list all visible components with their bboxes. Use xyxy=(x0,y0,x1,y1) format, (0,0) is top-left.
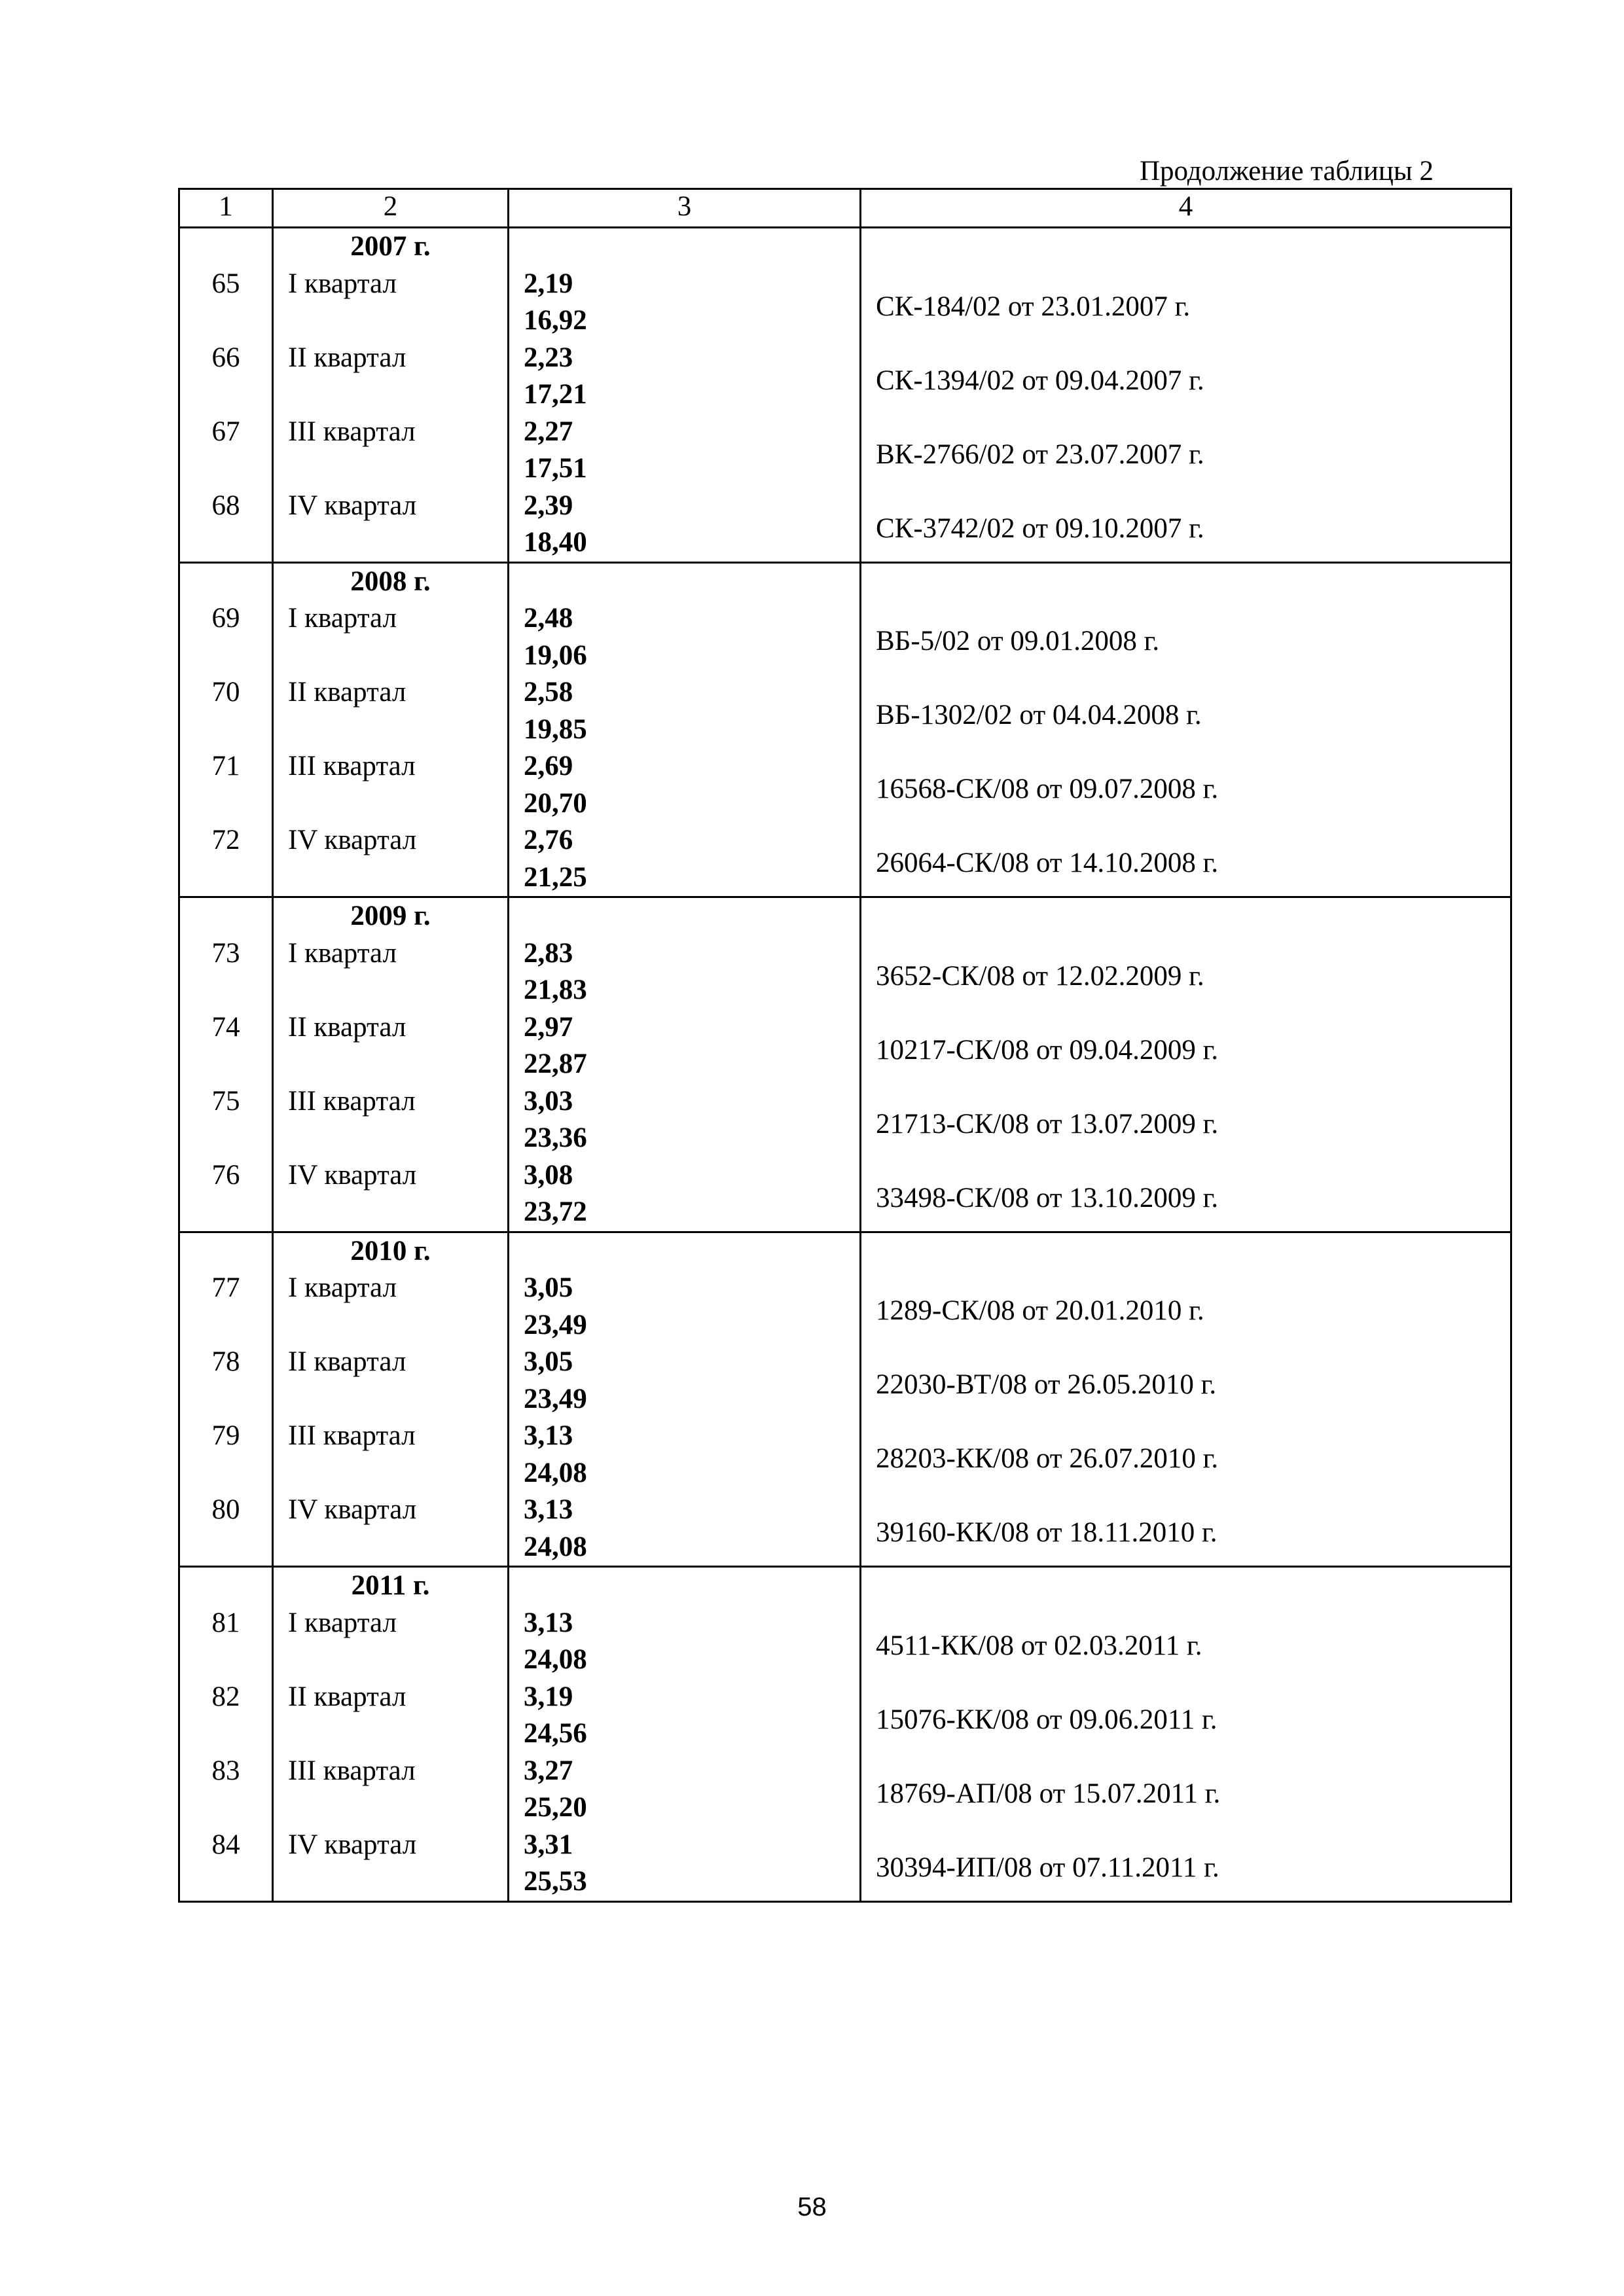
spacer xyxy=(274,1529,507,1566)
spacer xyxy=(274,376,507,414)
spacer xyxy=(274,1863,507,1901)
spacer xyxy=(274,1789,507,1827)
row-number: 68 xyxy=(211,490,240,521)
year-label: 2008 г. xyxy=(350,565,431,597)
value-2: 24,08 xyxy=(524,1457,587,1488)
row-number-cell xyxy=(179,562,273,897)
year-label: 2011 г. xyxy=(351,1570,430,1601)
row-number: 81 xyxy=(211,1607,240,1638)
spacer xyxy=(274,1641,507,1679)
quarter-label: III квартал xyxy=(288,416,416,447)
spacer xyxy=(274,1307,507,1344)
spacer xyxy=(861,1568,1510,1605)
document-ref: ВК-2766/02 от 23.07.2007 г. xyxy=(876,439,1204,470)
quarter-label: IV квартал xyxy=(288,1494,417,1525)
quarter-label: I квартал xyxy=(288,1272,397,1303)
quarter-label: II квартал xyxy=(288,1011,406,1043)
quarter-label: IV квартал xyxy=(288,1829,417,1860)
values-cell xyxy=(509,228,861,563)
row-number: 84 xyxy=(211,1829,240,1860)
value-1: 3,19 xyxy=(524,1681,573,1712)
quarter-label: IV квартал xyxy=(288,825,417,855)
value-2: 19,85 xyxy=(524,713,587,745)
quarter-label: IV квартал xyxy=(288,1159,417,1191)
value-2: 17,21 xyxy=(524,379,587,410)
row-number-cell xyxy=(179,228,273,563)
spacer xyxy=(274,1046,507,1083)
row-number: 73 xyxy=(211,937,240,969)
value-1: 3,05 xyxy=(524,1272,573,1303)
row-number: 74 xyxy=(211,1011,240,1043)
value-1: 3,05 xyxy=(524,1346,573,1377)
header-cell-1: 1 xyxy=(179,189,273,228)
value-2: 17,51 xyxy=(524,453,587,484)
value-1: 2,76 xyxy=(524,825,573,855)
value-2: 22,87 xyxy=(524,1049,587,1079)
quarter-label: I квартал xyxy=(288,603,397,634)
quarter-label: I квартал xyxy=(288,268,397,299)
value-2: 23,36 xyxy=(524,1122,587,1153)
spacer xyxy=(180,972,272,1009)
spacer xyxy=(274,1715,507,1753)
quarter-label: I квартал xyxy=(288,937,397,969)
spacer xyxy=(180,1641,272,1679)
quarter-label: I квартал xyxy=(288,1607,397,1638)
value-2: 21,83 xyxy=(524,975,587,1005)
spacer xyxy=(509,898,859,935)
value-1: 3,31 xyxy=(524,1829,573,1860)
spacer xyxy=(180,1715,272,1753)
spacer xyxy=(274,1194,507,1231)
document-ref: 28203-КК/08 от 26.07.2010 г. xyxy=(876,1443,1219,1474)
document-ref: 22030-ВТ/08 от 26.05.2010 г. xyxy=(876,1369,1217,1400)
values-cell xyxy=(509,897,861,1232)
spacer xyxy=(180,1233,272,1270)
document-ref: 26064-СК/08 от 14.10.2008 г. xyxy=(876,848,1219,878)
value-1: 2,48 xyxy=(524,603,573,634)
spacer xyxy=(180,1568,272,1605)
document-ref: 21713-СК/08 от 13.07.2009 г. xyxy=(876,1108,1219,1139)
value-2: 18,40 xyxy=(524,527,587,558)
spacer xyxy=(180,450,272,488)
document-cell xyxy=(861,897,1511,1232)
document-ref: СК-3742/02 от 09.10.2007 г. xyxy=(876,512,1204,544)
value-1: 3,08 xyxy=(524,1159,573,1191)
value-1: 2,19 xyxy=(524,268,573,299)
year-label: 2007 г. xyxy=(350,231,431,262)
quarter-label: III квартал xyxy=(288,751,416,781)
spacer xyxy=(180,1307,272,1344)
spacer xyxy=(274,302,507,340)
document-ref: 10217-СК/08 от 09.04.2009 г. xyxy=(876,1034,1219,1066)
spacer xyxy=(180,1046,272,1083)
spacer xyxy=(180,524,272,562)
spacer xyxy=(180,785,272,823)
value-1: 2,58 xyxy=(524,677,573,708)
value-2: 20,70 xyxy=(524,787,587,819)
spacer xyxy=(180,302,272,340)
value-2: 16,92 xyxy=(524,305,587,336)
value-1: 2,83 xyxy=(524,937,573,969)
spacer xyxy=(274,711,507,749)
document-cell xyxy=(861,1232,1511,1567)
spacer xyxy=(274,859,507,897)
row-number-cell xyxy=(179,897,273,1232)
value-1: 2,23 xyxy=(524,342,573,373)
value-2: 23,49 xyxy=(524,1383,587,1414)
spacer xyxy=(180,1863,272,1901)
spacer xyxy=(180,564,272,601)
table-body xyxy=(179,228,1511,1902)
table-caption: Продолжение таблицы 2 xyxy=(1139,156,1434,187)
row-number: 69 xyxy=(211,603,240,634)
spacer xyxy=(180,859,272,897)
data-table-container xyxy=(178,188,1510,1903)
value-1: 3,13 xyxy=(524,1420,573,1451)
year-group-row xyxy=(179,228,1511,563)
values-cell xyxy=(509,1232,861,1567)
values-cell xyxy=(509,1567,861,1902)
year-group-row xyxy=(179,897,1511,1232)
quarter-label: II квартал xyxy=(288,677,406,708)
spacer xyxy=(274,785,507,823)
spacer xyxy=(274,450,507,488)
spacer xyxy=(180,376,272,414)
year-label: 2010 г. xyxy=(350,1235,431,1266)
header-cell-3: 3 xyxy=(509,189,861,228)
value-1: 3,13 xyxy=(524,1607,573,1638)
row-number: 80 xyxy=(211,1494,240,1525)
value-1: 3,03 xyxy=(524,1085,573,1117)
spacer xyxy=(180,1120,272,1157)
spacer xyxy=(180,1194,272,1231)
year-label: 2009 г. xyxy=(350,901,431,931)
spacer xyxy=(180,711,272,749)
document-ref: ВБ-1302/02 от 04.04.2008 г. xyxy=(876,700,1202,730)
document-ref: 33498-СК/08 от 13.10.2009 г. xyxy=(876,1182,1219,1213)
row-number: 75 xyxy=(211,1085,240,1117)
spacer xyxy=(274,972,507,1009)
document-ref: 1289-СК/08 от 20.01.2010 г. xyxy=(876,1295,1204,1326)
spacer xyxy=(274,1120,507,1157)
year-group-row xyxy=(179,562,1511,897)
value-1: 2,69 xyxy=(524,751,573,781)
year-group-row xyxy=(179,1567,1511,1902)
period-cell xyxy=(273,1232,509,1567)
header-cell-2: 2 xyxy=(273,189,509,228)
header-cell-4: 4 xyxy=(861,189,1511,228)
value-2: 23,72 xyxy=(524,1196,587,1227)
page-number: 58 xyxy=(797,2193,827,2221)
row-number: 79 xyxy=(211,1420,240,1451)
row-number: 72 xyxy=(211,825,240,855)
quarter-label: II квартал xyxy=(288,1681,406,1712)
value-1: 3,27 xyxy=(524,1755,573,1786)
data-table xyxy=(178,188,1512,1903)
spacer xyxy=(180,637,272,675)
document-ref: 30394-ИП/08 от 07.11.2011 г. xyxy=(876,1852,1219,1883)
quarter-label: III квартал xyxy=(288,1420,416,1451)
value-1: 2,39 xyxy=(524,490,573,521)
row-number: 65 xyxy=(211,268,240,299)
spacer xyxy=(180,1381,272,1418)
spacer xyxy=(861,1233,1510,1270)
spacer xyxy=(509,564,859,601)
document-cell xyxy=(861,1567,1511,1902)
spacer xyxy=(274,1381,507,1418)
spacer xyxy=(861,228,1510,266)
value-2: 25,53 xyxy=(524,1866,587,1897)
quarter-label: III квартал xyxy=(288,1755,416,1786)
document-ref: 18769-АП/08 от 15.07.2011 г. xyxy=(876,1778,1221,1809)
document-ref: СК-184/02 от 23.01.2007 г. xyxy=(876,291,1191,322)
spacer xyxy=(180,1789,272,1827)
values-cell xyxy=(509,562,861,897)
spacer xyxy=(274,524,507,562)
row-number: 82 xyxy=(211,1681,240,1712)
document-ref: ВБ-5/02 от 09.01.2008 г. xyxy=(876,626,1160,656)
quarter-label: II квартал xyxy=(288,1346,406,1377)
value-2: 21,25 xyxy=(524,861,587,893)
row-number: 77 xyxy=(211,1272,240,1303)
document-ref: 4511-КК/08 от 02.03.2011 г. xyxy=(876,1630,1202,1661)
period-cell xyxy=(273,1567,509,1902)
value-1: 2,27 xyxy=(524,416,573,447)
document-ref: 39160-КК/08 от 18.11.2010 г. xyxy=(876,1517,1218,1548)
row-number-cell xyxy=(179,1232,273,1567)
document-ref: 16568-СК/08 от 09.07.2008 г. xyxy=(876,774,1219,804)
row-number: 83 xyxy=(211,1755,240,1786)
value-2: 24,08 xyxy=(524,1644,587,1675)
document-ref: СК-1394/02 от 09.04.2007 г. xyxy=(876,365,1204,396)
document-ref: 15076-КК/08 от 09.06.2011 г. xyxy=(876,1704,1218,1735)
quarter-label: III квартал xyxy=(288,1085,416,1117)
value-2: 24,56 xyxy=(524,1718,587,1749)
row-number: 67 xyxy=(211,416,240,447)
value-2: 24,08 xyxy=(524,1531,587,1562)
quarter-label: II квартал xyxy=(288,342,406,373)
spacer xyxy=(274,1455,507,1492)
header-row xyxy=(179,189,1511,228)
period-cell xyxy=(273,562,509,897)
spacer xyxy=(861,898,1510,935)
value-2: 25,20 xyxy=(524,1792,587,1823)
row-number: 71 xyxy=(211,751,240,781)
value-2: 23,49 xyxy=(524,1309,587,1340)
row-number: 78 xyxy=(211,1346,240,1377)
spacer xyxy=(180,1455,272,1492)
spacer xyxy=(180,1529,272,1566)
value-2: 19,06 xyxy=(524,639,587,671)
year-group-row xyxy=(179,1232,1511,1567)
spacer xyxy=(509,228,859,266)
row-number-cell xyxy=(179,1567,273,1902)
spacer xyxy=(180,228,272,266)
document-cell xyxy=(861,228,1511,563)
spacer xyxy=(274,637,507,675)
row-number: 76 xyxy=(211,1159,240,1191)
value-1: 3,13 xyxy=(524,1494,573,1525)
spacer xyxy=(509,1568,859,1605)
value-1: 2,97 xyxy=(524,1011,573,1043)
period-cell xyxy=(273,228,509,563)
document-ref: 3652-СК/08 от 12.02.2009 г. xyxy=(876,960,1204,992)
period-cell xyxy=(273,897,509,1232)
spacer xyxy=(861,564,1510,601)
spacer xyxy=(180,898,272,935)
document-cell xyxy=(861,562,1511,897)
spacer xyxy=(509,1233,859,1270)
row-number: 70 xyxy=(211,677,240,708)
row-number: 66 xyxy=(211,342,240,373)
quarter-label: IV квартал xyxy=(288,490,417,521)
